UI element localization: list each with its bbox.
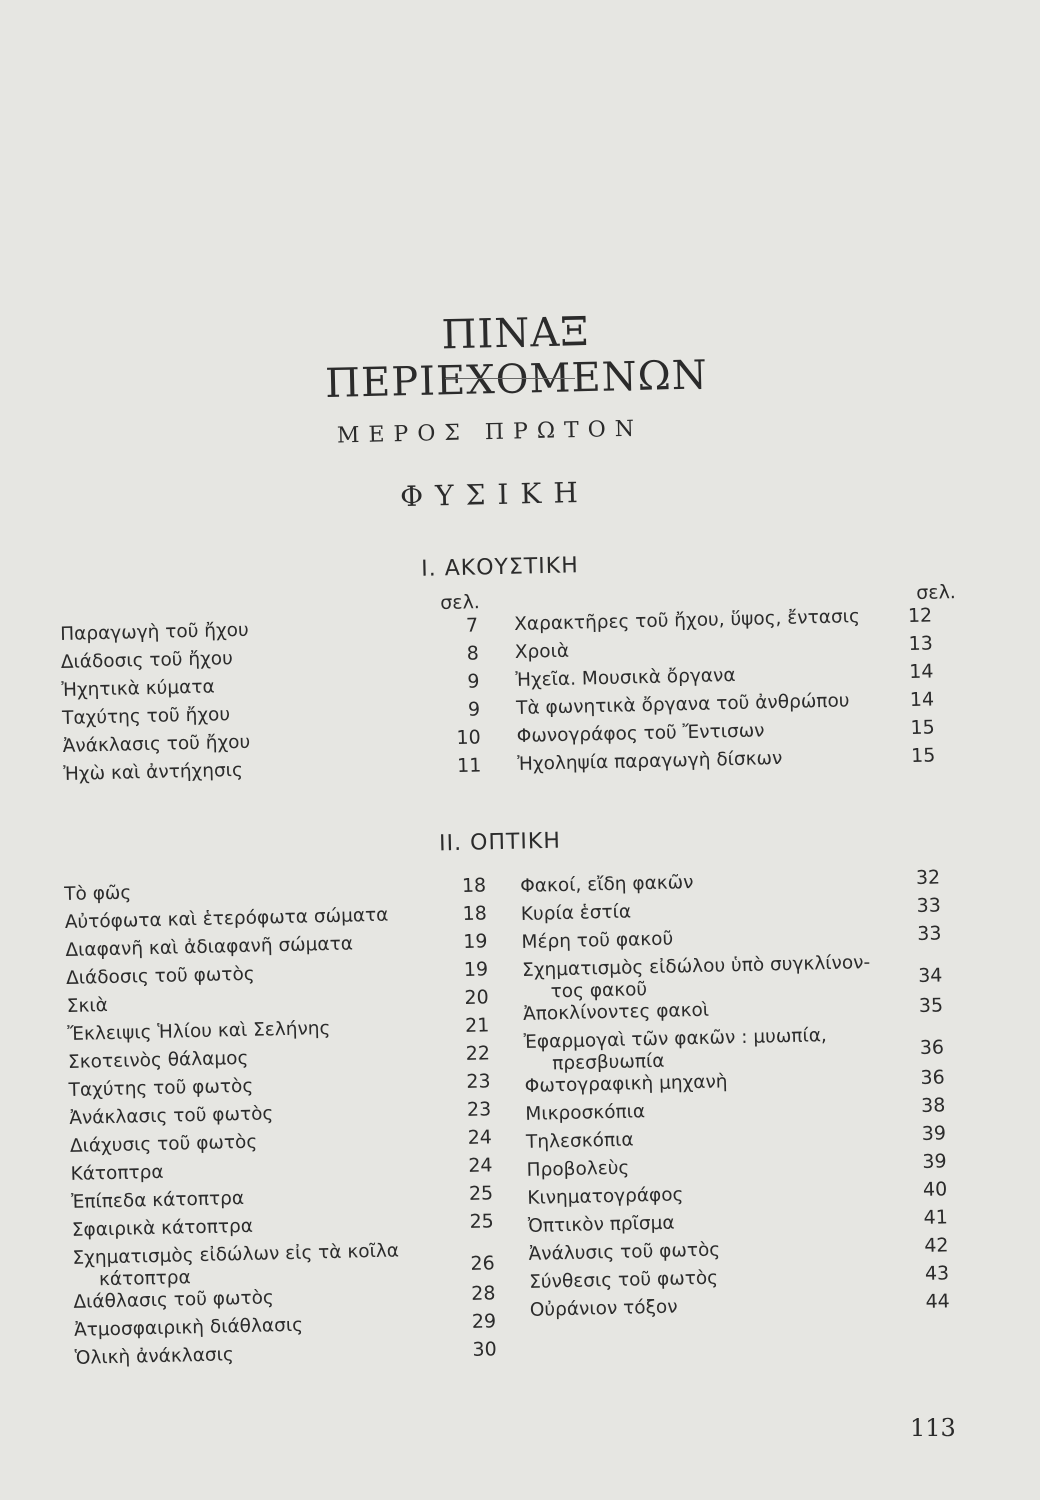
toc-entry-title: Φακοί, εἴδη φακῶν (520, 872, 694, 897)
toc-entry-title: Μέρη τοῦ φακοῦ (521, 928, 674, 953)
toc-entry-page: 19 (462, 930, 488, 953)
toc-entry-title: Τὸ φῶς (64, 882, 132, 905)
toc-entry-title: Τηλεσκόπια (525, 1129, 634, 1153)
toc-entry-title: Ἔκλειψις Ἡλίου καὶ Σελήνης (67, 1017, 331, 1045)
toc-entry-title: Χαρακτῆρες τοῦ ἤχου, ὕψος, ἔντασις (514, 606, 861, 635)
toc-entry-title-continued: κάτοπτρα (98, 1267, 191, 1291)
toc-entry-page: 7 (465, 614, 479, 637)
toc-entry-title: Ἠχοληψία παραγωγὴ δίσκων (517, 747, 783, 775)
toc-entry-title: Ἐπίπεδα κάτοπτρα (70, 1187, 245, 1213)
toc-entry-page: 30 (472, 1338, 497, 1361)
toc-entry-title: Ἀνάλυσις τοῦ φωτὸς (528, 1239, 721, 1265)
title-divider (445, 378, 575, 379)
toc-entry-title: Ἀνάκλασις τοῦ ἤχου (62, 731, 251, 757)
page-column-label-left: σελ. (440, 591, 481, 614)
part-heading: ΜΕΡΟΣ ΠΡΩΤΟΝ (336, 416, 644, 449)
subject-heading: ΦΥΣΙΚΗ (399, 475, 591, 514)
toc-entry-page: 14 (909, 688, 935, 712)
toc-entry-title: Προβολεὺς (526, 1157, 630, 1181)
toc-entry-page: 39 (921, 1122, 947, 1145)
toc-entry-page: 33 (916, 894, 942, 918)
toc-entry-page: 15 (910, 744, 936, 768)
toc-entry-title-continued: τος φακοῦ (550, 979, 648, 1003)
toc-entry-page: 23 (466, 1070, 491, 1093)
toc-entry-page: 28 (470, 1282, 496, 1305)
toc-entry-page: 34 (917, 964, 943, 987)
toc-entry-title: Τὰ φωνητικὰ ὄργανα τοῦ ἀνθρώπου (515, 690, 850, 719)
toc-entry-page: 32 (915, 866, 941, 890)
toc-optics-right (520, 866, 950, 1327)
toc-entry-title: Διάχυσις τοῦ φωτὸς (69, 1131, 258, 1157)
toc-entry-page: 13 (908, 632, 934, 656)
toc-entry-page: 25 (468, 1182, 494, 1205)
toc-entry-page: 42 (924, 1234, 949, 1257)
toc-entry-title: Διαφανῆ καὶ ἀδιαφανῆ σώματα (65, 933, 354, 961)
toc-entry-page: 24 (468, 1154, 493, 1177)
page-title: ΠΙΝΑΞ ΠΕΡΙΕΧΟΜΕΝΩΝ (324, 308, 709, 407)
toc-entry-page: 39 (922, 1150, 947, 1173)
toc-entry-page: 10 (456, 726, 481, 750)
toc-entry-page: 11 (456, 754, 482, 778)
toc-entry-title-continued: πρεσβυωπία (552, 1050, 665, 1075)
toc-entry-title: Κινηματογράφος (527, 1184, 684, 1209)
toc-entry-title: Φωτογραφικὴ μηχανὴ (524, 1071, 728, 1097)
toc-entry-title: Κάτοπτρα (70, 1161, 164, 1185)
toc-entry-page: 41 (923, 1206, 949, 1229)
toc-entry-title: Σχηματισμὸς εἰδώλων εἰς τὰ κοῖλα (72, 1240, 400, 1269)
toc-entry-page: 21 (464, 1014, 490, 1037)
toc-entry-page: 8 (466, 642, 480, 665)
section-heading-acoustics: Ι. ΑΚΟΥΣΤΙΚΗ (420, 553, 580, 582)
toc-entry-page: 9 (467, 670, 480, 693)
toc-entry-title: Σχηματισμὸς εἰδώλου ὑπὸ συγκλίνον- (521, 952, 871, 981)
toc-entry-title: Σκοτεινὸς θάλαμος (67, 1047, 249, 1073)
toc-entry-page: 35 (918, 994, 944, 1017)
toc-entry-page: 40 (922, 1178, 948, 1201)
toc-entry-title: Παραγωγὴ τοῦ ἤχου (60, 619, 249, 645)
toc-acoustics-right (514, 605, 936, 782)
toc-entry-title: Αὐτόφωτα καὶ ἑτερόφωτα σώματα (64, 904, 389, 933)
toc-entry-page: 36 (920, 1066, 945, 1089)
toc-entry-title: Ἐφαρμογαὶ τῶν φακῶν : μυωπία, (523, 1025, 828, 1053)
toc-entry-title: Ταχύτης τοῦ φωτὸς (68, 1075, 254, 1101)
toc-entry-page: 18 (462, 902, 488, 925)
toc-entry-page: 29 (471, 1310, 497, 1333)
toc-entry-title: Ταχύτης τοῦ ἤχου (61, 704, 231, 729)
toc-acoustics-left (60, 615, 482, 792)
toc-entry-title: Ἠχὼ καὶ ἀντήχησις (63, 759, 244, 785)
toc-entry-page: 15 (910, 716, 935, 740)
toc-entry-title: Σφαιρικὰ κάτοπτρα (71, 1215, 254, 1241)
toc-entry-page: 14 (908, 660, 934, 684)
toc-entry-page: 22 (465, 1042, 491, 1065)
toc-entry-title: Ἀτμοσφαιρικὴ διάθλασις (73, 1314, 304, 1341)
toc-entry-page: 25 (469, 1210, 495, 1233)
toc-entry-page: 36 (919, 1036, 945, 1059)
toc-entry-title: Σκιὰ (66, 995, 109, 1017)
toc-entry-page: 20 (464, 986, 489, 1009)
toc-entry-title: Μικροσκόπια (525, 1101, 646, 1125)
toc-entry-title: Ὁλικὴ ἀνάκλασις (74, 1344, 234, 1369)
section-heading-optics: ΙΙ. ΟΠΤΙΚΗ (438, 828, 562, 857)
toc-entry-title: Ὀπτικὸν πρῖσμα (527, 1212, 675, 1237)
toc-entry-title: Φωνογράφος τοῦ Ἔντισων (516, 720, 765, 747)
toc-entry-page: 18 (461, 874, 487, 897)
toc-entry-page: 12 (907, 604, 933, 628)
toc-entry-title: Διάδοσις τοῦ ἤχου (60, 648, 234, 673)
toc-entry-title: Ἀνάκλασις τοῦ φωτὸς (69, 1103, 274, 1129)
toc-entry-page: 24 (467, 1126, 493, 1149)
toc-entry-title: Σύνθεσις τοῦ φωτὸς (528, 1267, 719, 1293)
toc-optics-left (64, 874, 497, 1375)
toc-entry-title: Ἀποκλίνοντες φακοὶ (522, 999, 710, 1025)
toc-entry-title: Ἠχητικὰ κύματα (61, 676, 215, 701)
toc-entry-page: 19 (463, 958, 489, 981)
toc-entry-page: 23 (466, 1098, 492, 1121)
toc-entry-title: Διάθλασις τοῦ φωτὸς (73, 1287, 275, 1313)
toc-entry-title: Οὐράνιον τόξον (529, 1296, 678, 1321)
page-number: 113 (910, 1414, 956, 1442)
page-column-label-right: σελ. (916, 581, 957, 604)
toc-entry-title: Ἠχεῖα. Μουσικὰ ὄργανα (515, 664, 736, 691)
toc-entry-page: 44 (925, 1290, 951, 1313)
toc-entry-title: Κυρία ἑστία (520, 901, 632, 925)
toc-entry-page: 38 (920, 1094, 946, 1117)
toc-entry-page: 33 (916, 922, 942, 945)
toc-entry-title: Χροιὰ (514, 640, 570, 663)
toc-entry-page: 26 (470, 1252, 495, 1275)
toc-entry-page: 9 (467, 698, 481, 721)
toc-entry-page: 43 (924, 1262, 950, 1285)
toc-entry-title: Διάδοσις τοῦ φωτὸς (65, 963, 255, 989)
